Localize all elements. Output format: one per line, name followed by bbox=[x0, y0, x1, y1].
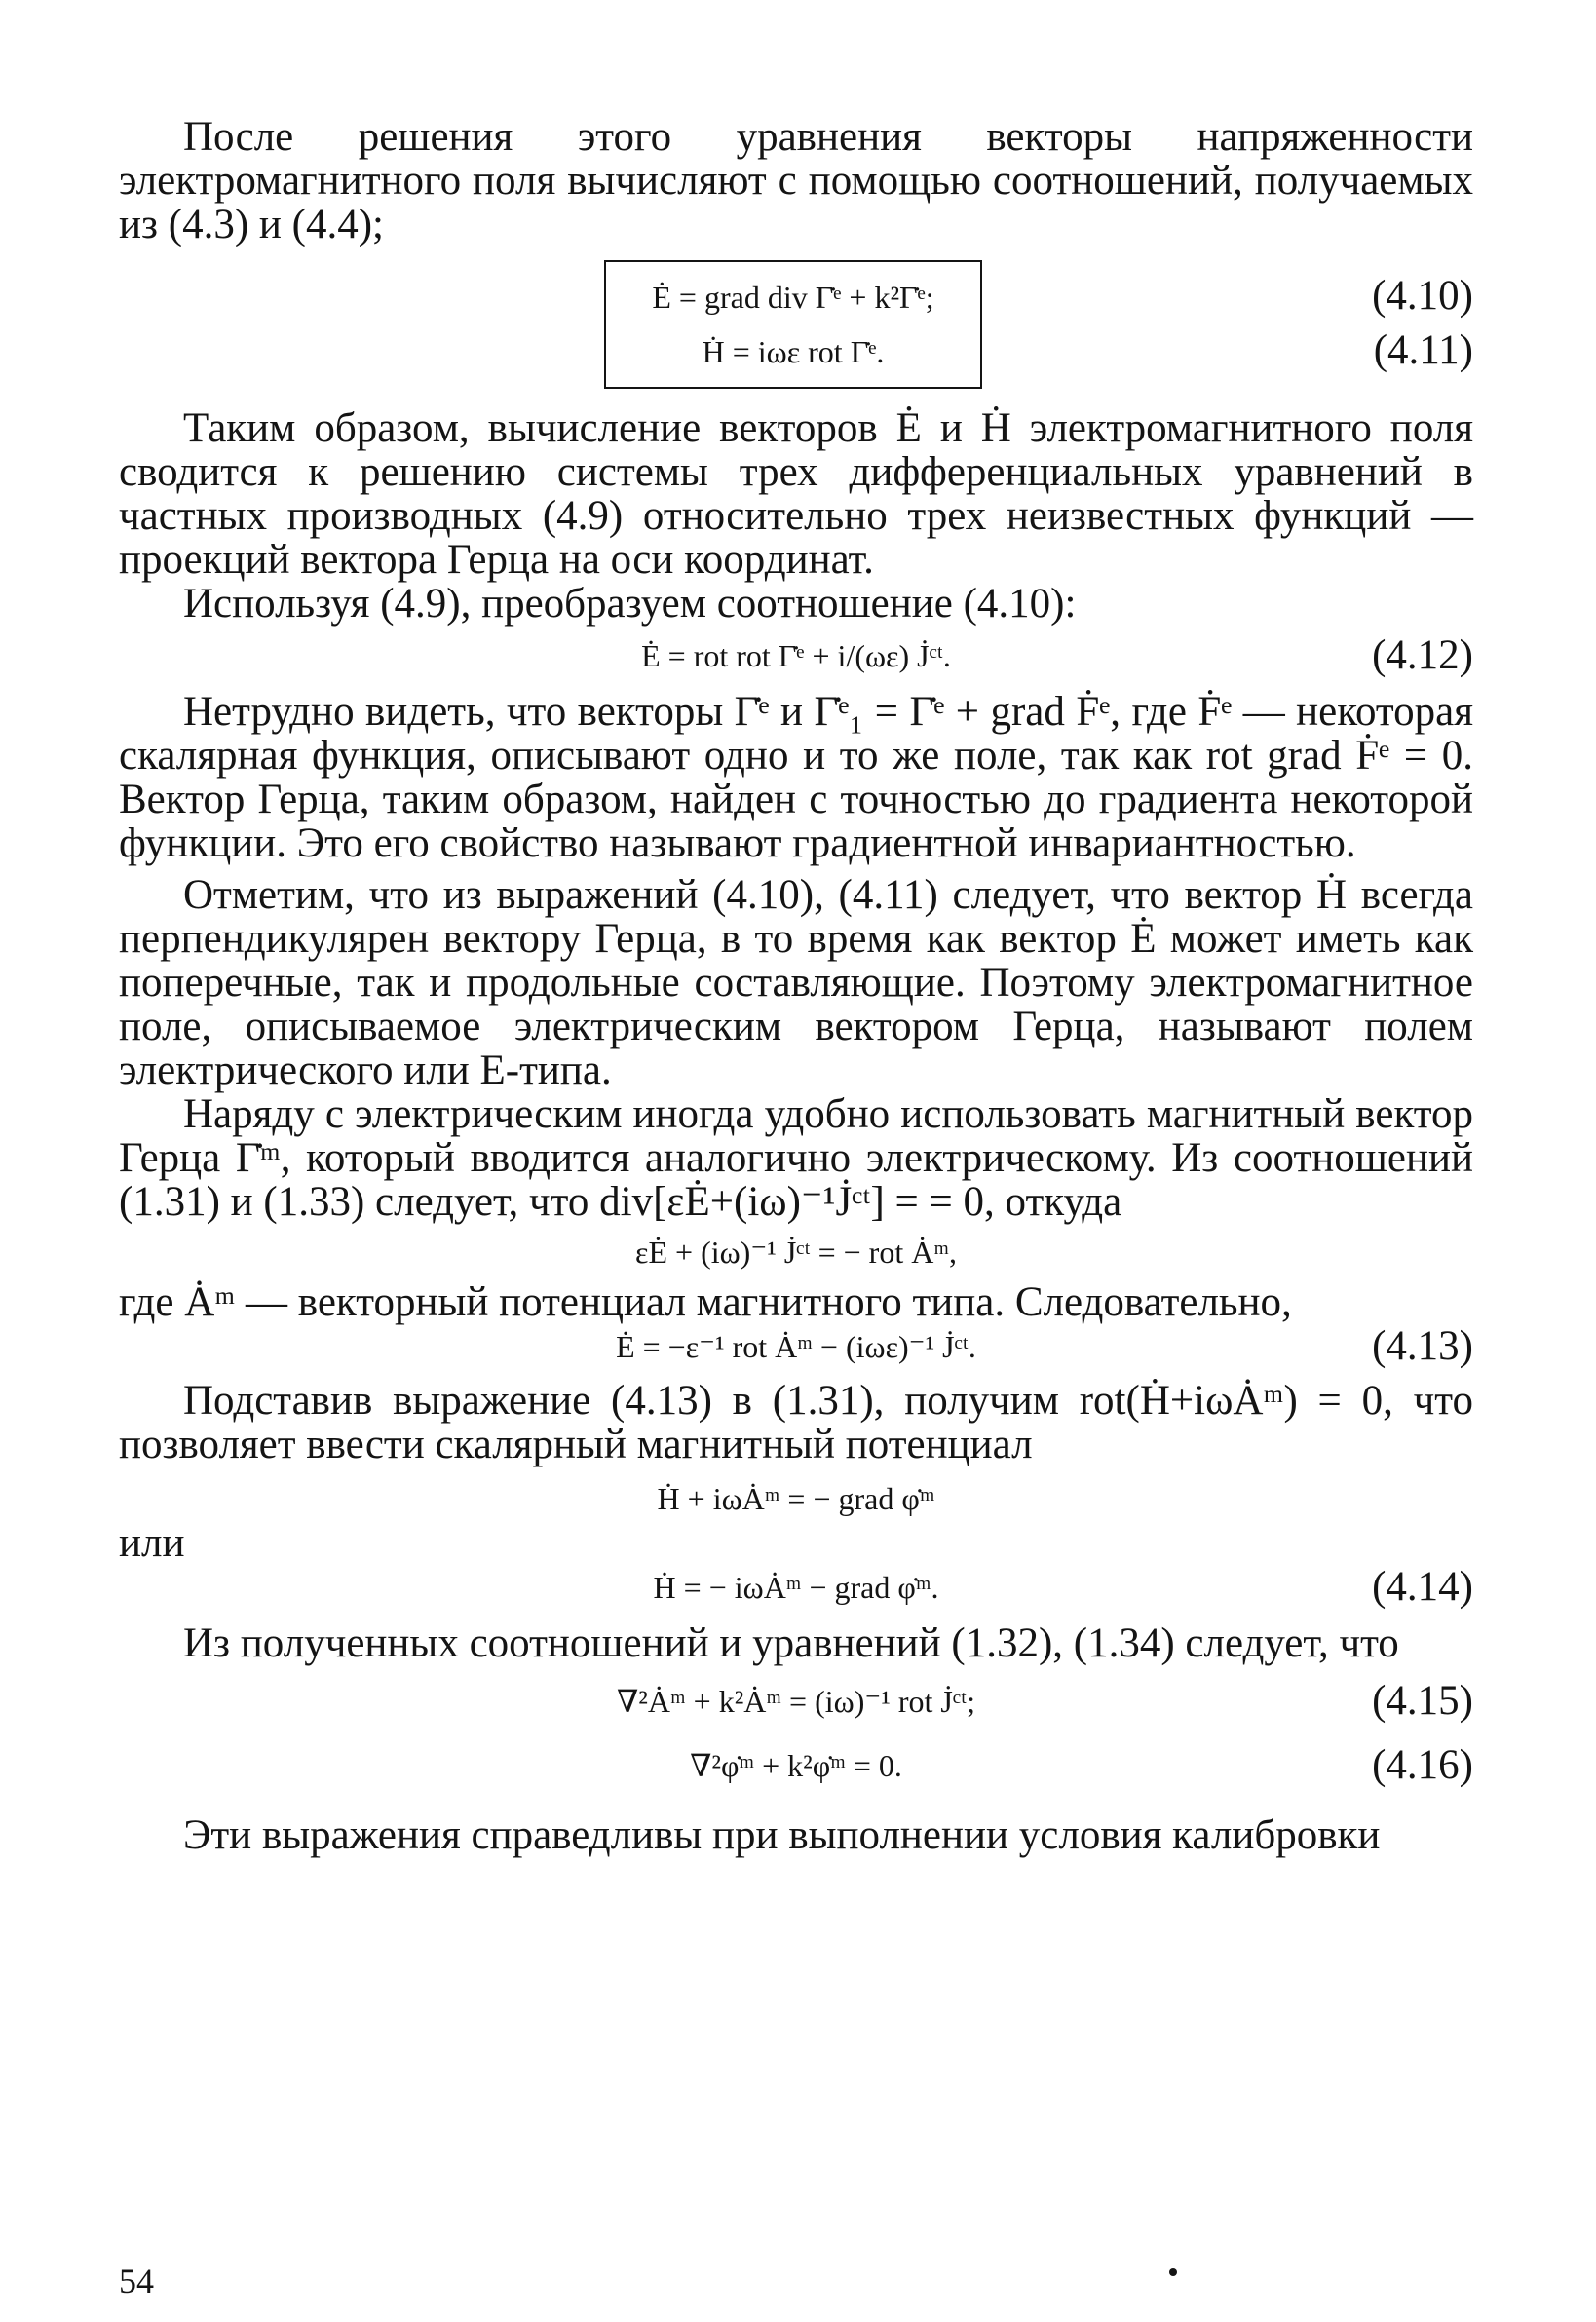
equation-row-4-13 bbox=[119, 1324, 1473, 1369]
paragraph-6: Наряду с электрическим иногда удобно использовать магнитный вектор Герца Γ̇ᵐ, который вводится аналогично электрическому. Из соотношений (1.31) и (1.33) следует, что div[εĖ+(iω)⁻¹J̇ᶜᵗ] = = 0, откуда bbox=[119, 1091, 1473, 1225]
paragraph-9: или bbox=[119, 1520, 185, 1566]
equation-4-13: Ė = −ε⁻¹ rot Ȧᵐ − (iωε)⁻¹ J̇ᶜᵗ. bbox=[616, 1329, 976, 1364]
equation-row-phi bbox=[119, 1476, 1473, 1521]
equation-number-4-11: (4.11) bbox=[1373, 327, 1473, 373]
equation-number-4-14: (4.14) bbox=[1372, 1564, 1473, 1610]
equation-4-14: Ḣ = − iωȦᵐ − grad φ̇ᵐ. bbox=[653, 1570, 939, 1605]
boxed-equations bbox=[119, 260, 1473, 389]
paragraph-5: Отметим, что из выражений (4.10), (4.11) следует, что вектор Ḣ всегда перпендикулярен вектору Герца, в то время как вектор Ė может иметь как поперечные, так и продольные составляющие. Поэтому электромагнитное поле, описываемое электрическим вектором Герца, называют полем электрического или E-типа. bbox=[119, 872, 1473, 1093]
paragraph-11: Эти выражения справедливы при выполнении условия калибровки bbox=[183, 1812, 1381, 1858]
equation-row-mid bbox=[119, 1230, 1473, 1275]
equation-number-4-12: (4.12) bbox=[1372, 632, 1473, 678]
equation-row-4-14 bbox=[119, 1565, 1473, 1610]
paragraph-2: Таким образом, вычисление векторов Ė и Ḣ электромагнитного поля сводится к решению системы трех дифференциальных уравнений в частных производных (4.9) относительно трех неизвестных функций — проекций вектора Герца на оси координат. bbox=[119, 405, 1473, 583]
equation-4-10: Ė = grad div Γ̇ᵉ + k²Γ̇ᵉ; bbox=[652, 280, 934, 315]
paragraph-10: Из полученных соотношений и уравнений (1.32), (1.34) следует, что bbox=[183, 1620, 1399, 1666]
equation-4-12: Ė = rot rot Γ̇ᵉ + i/(ωε) J̇ᶜᵗ. bbox=[641, 638, 951, 673]
equation-4-16: ∇²φ̇ᵐ + k²φ̇ᵐ = 0. bbox=[690, 1748, 902, 1783]
page-number: 54 bbox=[119, 2262, 154, 2301]
equation-row-4-12 bbox=[119, 633, 1473, 678]
paragraph-4: Нетрудно видеть, что векторы Γ̇ᵉ и Γ̇ᵉ₁ = Γ̇ᵉ + grad Ḟᵉ, где Ḟᵉ — некоторая скалярная функция, описывают одно и то же поле, так как rot grad Ḟᵉ = 0. Вектор Герца, таким образом, найден с точностью до градиента некоторой функции. Это его свойство называют градиентной инвариантностью. bbox=[119, 689, 1473, 866]
paragraph-8: Подставив выражение (4.13) в (1.31), получим rot(Ḣ+iωȦᵐ) = 0, что позволяет ввести скалярный магнитный потенциал bbox=[119, 1378, 1473, 1467]
print-dot bbox=[1169, 2268, 1177, 2276]
equation-number-4-15: (4.15) bbox=[1372, 1678, 1473, 1724]
equation-number-4-13: (4.13) bbox=[1372, 1323, 1473, 1369]
page-body bbox=[119, 115, 1473, 1857]
equation-scalar-potential: Ḣ + iωȦᵐ = − grad φ̇ᵐ bbox=[657, 1481, 935, 1516]
paragraph-3: Используя (4.9), преобразуем соотношение (4.10): bbox=[183, 581, 1077, 627]
equation-row-4-16 bbox=[119, 1743, 1473, 1788]
paragraph-7: где Ȧᵐ — векторный потенциал магнитного типа. Следовательно, bbox=[119, 1279, 1292, 1325]
equation-number-4-16: (4.16) bbox=[1372, 1742, 1473, 1788]
equation-row-4-15 bbox=[119, 1679, 1473, 1724]
equation-4-15: ∇²Ȧᵐ + k²Ȧᵐ = (iω)⁻¹ rot J̇ᶜᵗ; bbox=[616, 1684, 976, 1719]
paragraph-1: После решения этого уравнения векторы напряженности электромагнитного поля вычисляют с помощью соотношений, получаемых из (4.3) и (4.4); bbox=[119, 114, 1473, 247]
equation-number-4-10: (4.10) bbox=[1372, 273, 1473, 319]
equation-4-11: Ḣ = iωε rot Γ̇ᵉ. bbox=[702, 334, 885, 369]
equation-intermediate: εĖ + (iω)⁻¹ J̇ᶜᵗ = − rot Ȧᵐ, bbox=[635, 1235, 957, 1270]
